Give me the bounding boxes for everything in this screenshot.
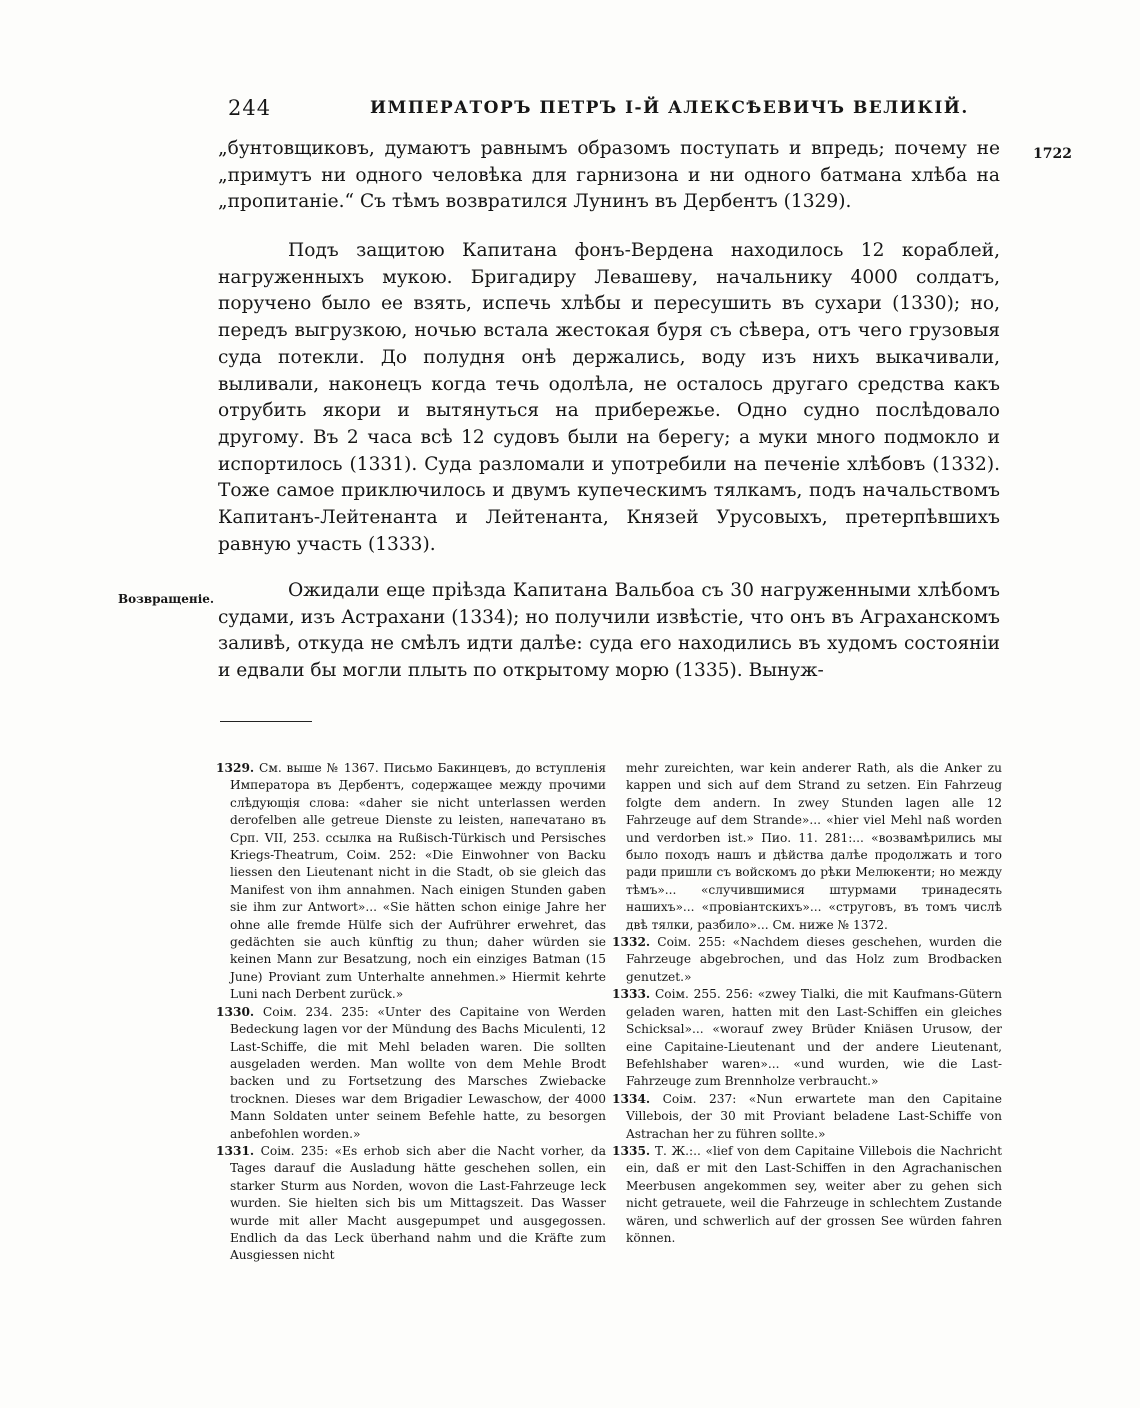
footnote-number: 1330. bbox=[216, 1004, 255, 1019]
paragraph-1 bbox=[218, 136, 1000, 216]
margin-side-note: Возвращеніе. bbox=[118, 592, 215, 606]
footnote-text: Соім. 255: «Nachdem dieses geschehen, wurden die Fahrzeuge abgebrochen, und das Holz zum Brodbacken genutzet.» bbox=[626, 935, 1003, 984]
paragraph-3 bbox=[218, 578, 1000, 685]
footnote-1331-continued bbox=[612, 760, 1002, 934]
footnote-separator-rule bbox=[220, 721, 312, 722]
footnote-number: 1335. bbox=[612, 1143, 651, 1158]
footnote-1332 bbox=[612, 934, 1002, 986]
margin-year: 1722 bbox=[1033, 146, 1072, 162]
footnote-text: mehr zureichten, war kein anderer Rath, als die Anker zu kappen und sich auf dem Strand zu setzen. Ein Fahrzeug folgte dem andern. In zwey Stunden lagen alle 12 Fahrzeuge auf dem Strande»... «hier viel Mehl naß worden und verdorben ist.» Пио. 11. 281:... «возвамѣрились мы было походъ нашъ и дѣйства далѣе продолжать и того ради пришли съ войскомъ до рѣки Мелюкенти; но между тѣмъ»... «случившимися штурмами тринадесять нашихъ»... «провіантскихъ»... «струговъ, въ томъ числѣ двѣ тялки, разбило»... См. ниже № 1372. bbox=[626, 761, 1002, 932]
running-title: ИМПЕРАТОРЪ ПЕТРЪ I-Й АЛЕКСѢЕВИЧЪ ВЕЛИКІЙ. bbox=[370, 98, 969, 118]
footnote-1331 bbox=[216, 1143, 606, 1265]
footnote-number: 1331. bbox=[216, 1143, 255, 1158]
footnotes-left-column bbox=[216, 760, 606, 1265]
footnote-1335 bbox=[612, 1143, 1002, 1247]
footnote-number: 1334. bbox=[612, 1091, 651, 1106]
footnote-number: 1333. bbox=[612, 987, 651, 1002]
page-number: 244 bbox=[228, 96, 272, 120]
footnote-1329 bbox=[216, 760, 606, 1004]
footnote-1334 bbox=[612, 1091, 1002, 1143]
footnote-text: Соім. 235: «Es erhob sich aber die Nacht vorher, da Tages darauf die Ausladung hätte geschehen sollen, ein starker Sturm aus Norden, wovon die Last-Fahrzeuge leck wurden. Sie hielten sich bis um Mittagszeit. Das Wasser wurde mit aller Macht ausgepumpet und ausgegossen. Endlich da das Leck überhand nahm und die Kräfte zum Ausgiessen nicht bbox=[230, 1143, 607, 1263]
footnote-text: Соім. 234. 235: «Unter des Capitaine von Werden Bedeckung lagen vor der Mündung des Bachs Miculenti, 12 Last-Schiffe, die mit Mehl beladen waren. Die sollten ausgeladen werden. Man wollte von dem Mehle Brodt backen und zu Fortsetzung des Marsches Zwiebacke trocknen. Dieses war dem Brigadier Lewaschow, der 4000 Mann Soldaten unter seinem Befehle hatte, zu besorgen anbefohlen worden.» bbox=[230, 1004, 606, 1141]
paragraph-2 bbox=[218, 238, 1000, 558]
footnote-text: Соім. 255. 256: «zwey Tialki, die mit Kaufmans-Gütern geladen waren, hatten mit den Last-Schiffen ein gleiches Schicksal»... «worauf zwey Brüder Kniäsen Urusow, der eine Capitaine-Lieutenant und der andere Lieutenant, Befehlshaber waren»... «und wurden, wie die Last-Fahrzeuge zum Brennholze verbraucht.» bbox=[626, 987, 1002, 1089]
footnote-number: 1329. bbox=[216, 761, 255, 775]
footnote-number: 1332. bbox=[612, 935, 651, 950]
footnote-text: Соім. 237: «Nun erwartete man den Capitaine Villebois, der 30 mit Proviant beladene Last-Schiffe von Astrachan her zu führen sollte.» bbox=[626, 1091, 1002, 1141]
footnote-1333 bbox=[612, 986, 1002, 1090]
footnote-text: Т. Ж.:.. «lief von dem Capitaine Villebois die Nachricht ein, daß er mit den Last-Schiffen in den Agrachanischen Meerbusen angekommen sey, weiter aber zu gehen sich nicht getrauete, weil die Fahrzeuge in schlechtem Zustande wären, und schwerlich auf der grossen See würden fahren können. bbox=[626, 1143, 1002, 1245]
page-header bbox=[220, 96, 1000, 126]
paragraph-text: Подъ защитою Капитана фонъ-Вердена находилось 12 кораблей, нагруженныхъ мукою. Бригадиру Левашеву, начальнику 4000 солдатъ, поручено было ее взять, испечь хлѣбы и пересушить въ сухари (1330); но, передъ выгрузкою, ночью встала жестокая буря съ сѣвера, отъ чего грузовыя суда потекли. До полудня онѣ держались, воду изъ нихъ выкачивали, выливали, наконецъ когда течь одолѣла, не осталось другаго средства какъ отрубить якори и вытянуться на прибережье. Одно судно послѣдовало другому. Въ 2 часа всѣ 12 судовъ были на берегу; а муки много подмокло и испортилось (1331). Суда разломали и употребили на печеніе хлѣбовъ (1332). Тоже самое приключилось и двумъ купеческимъ тялкамъ, подъ начальствомъ Капитанъ-Лейтенанта и Лейтенанта, Князей Урусовыхъ, претерпѣвшихъ равную участь (1333). bbox=[218, 240, 1000, 555]
paragraph-text: Ожидали еще пріѣзда Капитана Вальбоа съ 30 нагруженными хлѣбомъ судами, изъ Астрахани (1334); но получили извѣстіе, что онъ въ Аграханскомъ заливѣ, откуда не смѣлъ идти далѣе: суда его находились въ худомъ состояніи и едвали бы могли плыть по открытому морю (1335). Вынуж- bbox=[218, 580, 1000, 682]
footnote-1330 bbox=[216, 1004, 606, 1143]
footnote-text: См. выше № 1367. Письмо Бакинцевъ, до вступленія Императора въ Дербентъ, содержащее между прочими слѣдующія слова: «daher sie nicht unterlassen werden derofelben alle getreue Dienste zu leisten, напечатано въ Срп. VII, 253. ссылка на Rußisch-Türkisch und Persisches Kriegs-Theatrum, Соім. 252: «Die Einwohner von Backu liessen den Lieutenant nicht in die Stadt, ob sie gleich das Manifest von ihm annahmen. Nach einigen Stunden gaben sie ihm zur Antwort»... «Sie hätten schon einige Jahre her ohne alle fremde Hülfe sich der Aufrührer erwehret, das gedächten sie auch künftig zu thun; daher würden sie keinen Mann zur Besatzung, noch ein einziges Batman (15 June) Proviant zum Unterhalte annehmen.» Hiermit kehrte Luni nach Derbent zurück.» bbox=[230, 761, 607, 1002]
footnotes-right-column bbox=[612, 760, 1002, 1247]
paragraph-text: „бунтовщиковъ, думаютъ равнымъ образомъ поступать и впредь; почему не „примутъ ни одного человѣка для гарнизона и ни одного батмана хлѣба на „пропитаніе.“ Съ тѣмъ возвратился Лунинъ въ Дербентъ (1329). bbox=[218, 138, 1000, 213]
